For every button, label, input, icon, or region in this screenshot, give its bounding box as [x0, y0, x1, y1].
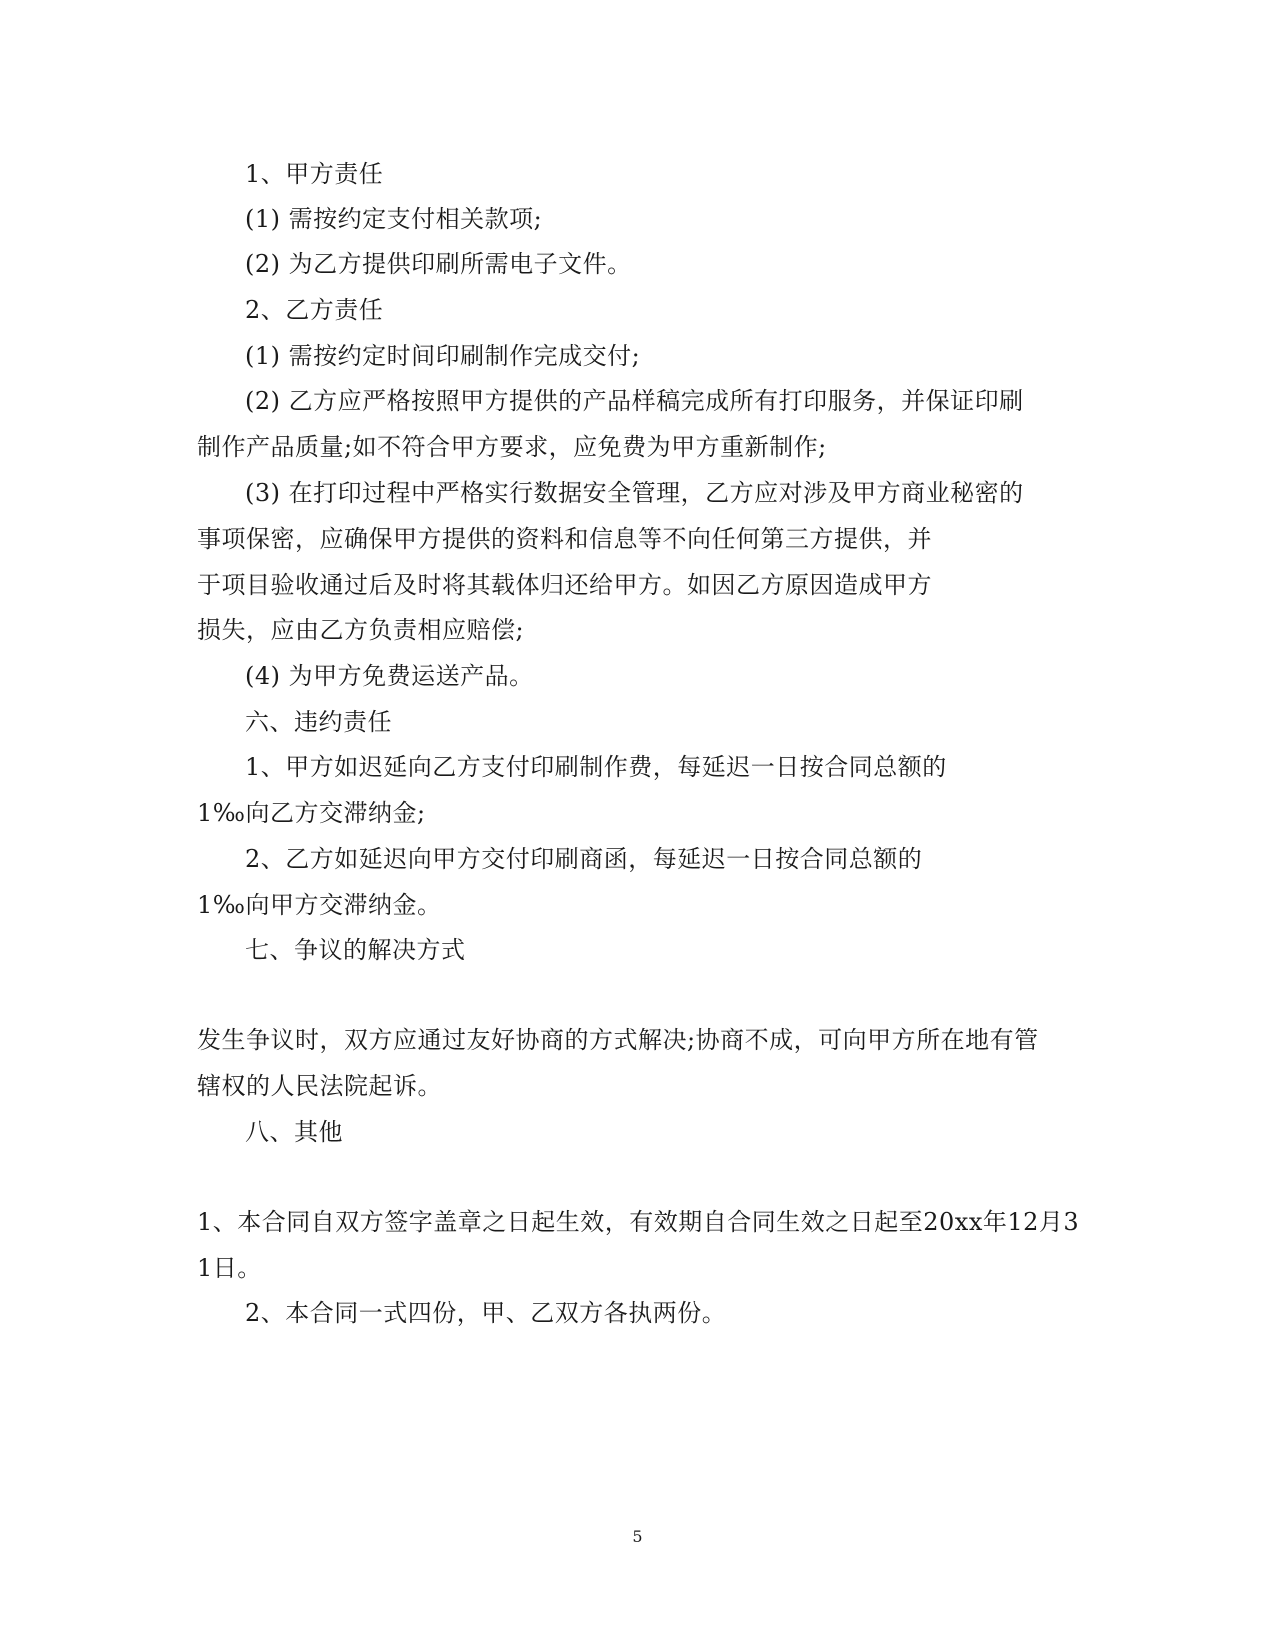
text-line: 发生争议时，双方应通过友好协商的方式解决;协商不成，可向甲方所在地有管: [197, 1026, 1039, 1054]
text-line: (3) 在打印过程中严格实行数据安全管理，乙方应对涉及甲方商业秘密的: [245, 479, 1024, 507]
text-line: 1、甲方责任: [245, 160, 384, 188]
text-line: 2、乙方如延迟向甲方交付印刷商函，每延迟一日按合同总额的: [245, 845, 923, 873]
text-line: (2) 为乙方提供印刷所需电子文件。: [245, 250, 632, 278]
text-line: 1日。: [197, 1254, 262, 1282]
text-line: 损失，应由乙方负责相应赔偿;: [197, 616, 525, 644]
text-line: 1‰向乙方交滞纳金;: [197, 799, 426, 827]
text-line: 1、甲方如迟延向乙方支付印刷制作费，每延迟一日按合同总额的: [245, 753, 947, 781]
text-line: 辖权的人民法院起诉。: [197, 1072, 442, 1100]
text-line: 制作产品质量;如不符合甲方要求，应免费为甲方重新制作;: [197, 433, 827, 461]
text-line: (1) 需按约定支付相关款项;: [245, 205, 543, 233]
text-line: 2、本合同一式四份，甲、乙双方各执两份。: [245, 1299, 727, 1327]
text-line: 事项保密，应确保甲方提供的资料和信息等不向任何第三方提供，并: [197, 525, 932, 553]
text-line: 2、乙方责任: [245, 296, 384, 324]
section-heading: 八、其他: [245, 1118, 343, 1146]
text-line: 1、本合同自双方签字盖章之日起生效，有效期自合同生效之日起至20xx年12月3: [197, 1208, 1080, 1236]
text-line: (2) 乙方应严格按照甲方提供的产品样稿完成所有打印服务，并保证印刷: [245, 387, 1024, 415]
text-line: (1) 需按约定时间印刷制作完成交付;: [245, 342, 641, 370]
section-heading: 六、违约责任: [245, 708, 392, 736]
text-line: 于项目验收通过后及时将其载体归还给甲方。如因乙方原因造成甲方: [197, 571, 932, 599]
section-heading: 七、争议的解决方式: [245, 936, 466, 964]
text-line: (4) 为甲方免费运送产品。: [245, 662, 534, 690]
text-line: 1‰向甲方交滞纳金。: [197, 891, 442, 919]
page-number: 5: [632, 1527, 643, 1546]
